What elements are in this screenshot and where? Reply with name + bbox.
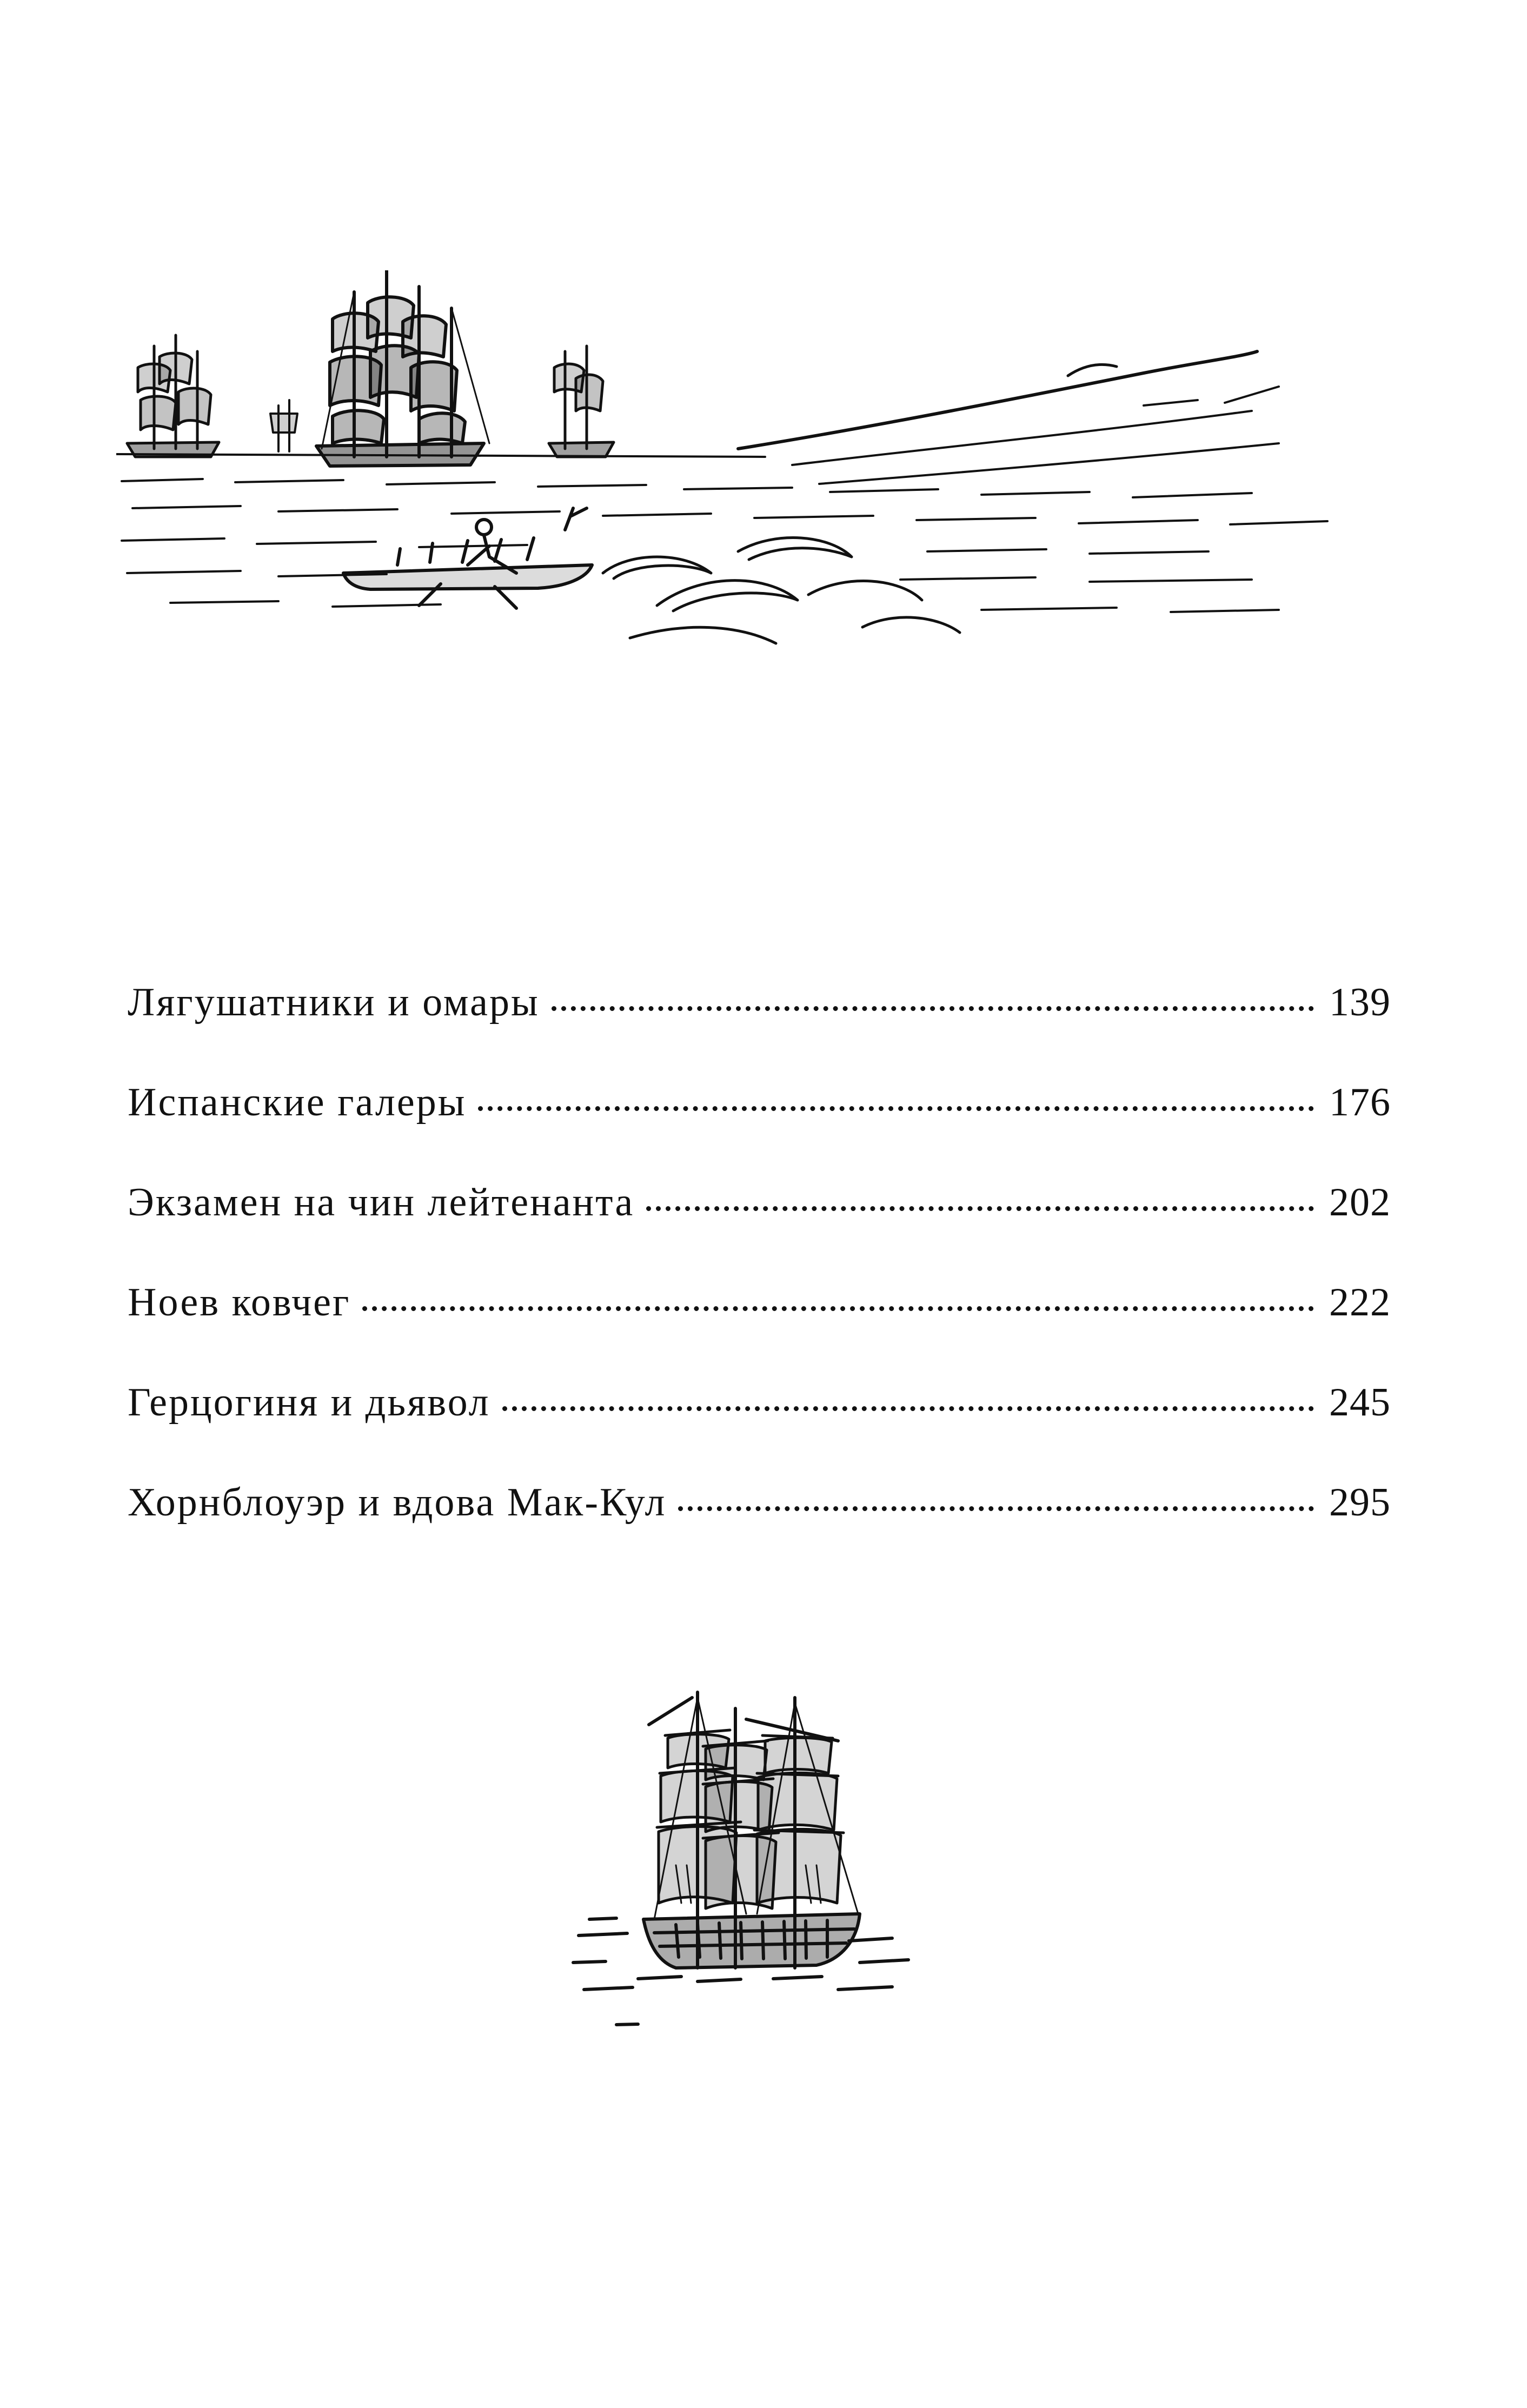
toc-entry: [128, 1480, 1391, 1524]
toc-entry-page: 176: [1329, 1080, 1391, 1125]
toc-entry-title: Ноев ковчег: [128, 1280, 351, 1325]
toc-entry-title: Экзамен на чин лейтенанта: [128, 1180, 635, 1225]
toc-entry-page: 222: [1329, 1280, 1391, 1325]
sea-fleet-illustration: [116, 270, 1338, 660]
toc-entry: [128, 980, 1391, 1024]
toc-entry-page: 245: [1329, 1380, 1391, 1425]
toc-entry-title: Герцогиня и дьявол: [128, 1380, 490, 1425]
toc-entry-title: Хорнблоуэр и вдова Мак-Кул: [128, 1480, 667, 1525]
table-of-contents: [128, 980, 1391, 1580]
sailing-ship-illustration: [568, 1687, 914, 2033]
toc-entry: [128, 1280, 1391, 1324]
toc-entry-title: Испанские галеры: [128, 1080, 467, 1125]
toc-entry-page: 295: [1329, 1480, 1391, 1525]
toc-entry-page: 139: [1329, 980, 1391, 1025]
dot-leader: [502, 1406, 1314, 1411]
toc-entry: [128, 1080, 1391, 1124]
dot-leader: [552, 1006, 1314, 1011]
dot-leader: [678, 1506, 1314, 1511]
toc-entry-title: Лягушатники и омары: [128, 980, 540, 1025]
toc-entry: [128, 1380, 1391, 1424]
dot-leader: [478, 1106, 1314, 1111]
toc-entry-page: 202: [1329, 1180, 1391, 1225]
toc-entry: [128, 1180, 1391, 1224]
dot-leader: [646, 1206, 1314, 1211]
dot-leader: [362, 1306, 1314, 1311]
